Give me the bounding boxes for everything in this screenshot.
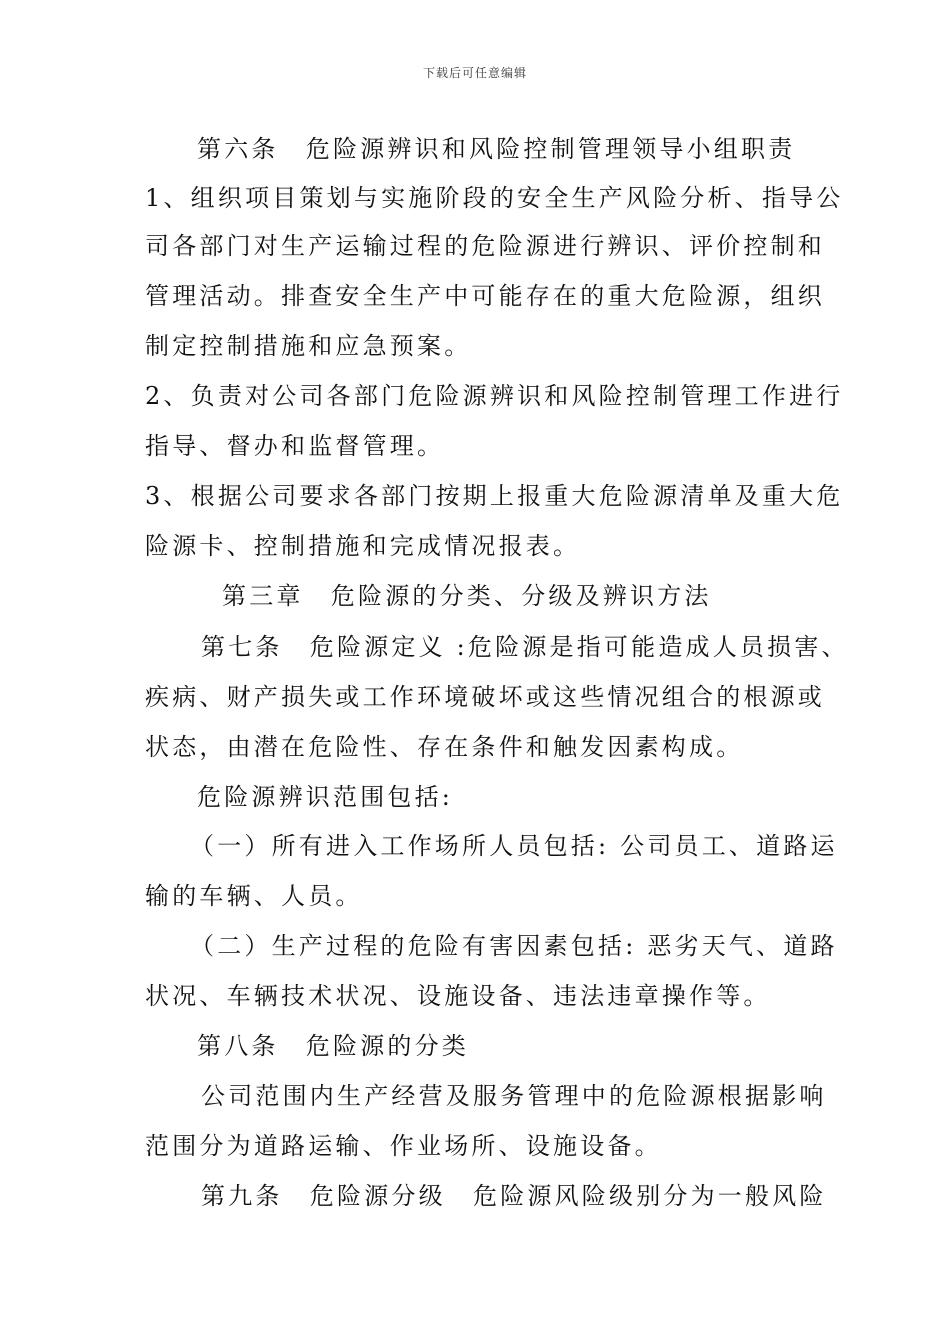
body-line: 危险源辨识范围包括: xyxy=(197,783,454,811)
article-8-title: 第八条 危险源的分类 xyxy=(197,1032,469,1060)
body-line: 公司范围内生产经营及服务管理中的危险源根据影响 xyxy=(201,1082,827,1110)
article-6-title: 第六条 危险源辨识和风险控制管理领导小组职责 xyxy=(197,135,796,163)
body-line: 状况、车辆技术状况、设施设备、违法违章操作等。 xyxy=(145,982,771,1010)
body-line: 范围分为道路运输、作业场所、设施设备。 xyxy=(145,1132,662,1160)
body-line: 指导、督办和监督管理。 xyxy=(145,432,445,460)
body-line: 疾病、财产损失或工作环境破坏或这些情况组合的根源或 xyxy=(145,683,825,711)
article-7-title: 第七条 危险源定义 :危险源是指可能造成人员损害、 xyxy=(201,633,849,661)
body-line: 1、组织项目策划与实施阶段的安全生产风险分析、指导公 xyxy=(145,184,844,212)
body-line: 输的车辆、人员。 xyxy=(145,882,363,910)
article-9-title: 第九条 危险源分级 危险源风险级别分为一般风险 xyxy=(201,1182,827,1210)
body-line: 司各部门对生产运输过程的危险源进行辨识、评价控制和 xyxy=(145,232,825,260)
body-line: （一）所有进入工作场所人员包括: 公司员工、道路运 xyxy=(190,832,838,860)
body-line: （二）生产过程的危险有害因素包括: 恶劣天气、道路 xyxy=(190,932,838,960)
body-line: 状态，由潜在危险性、存在条件和触发因素构成。 xyxy=(145,733,744,761)
chapter-3-title: 第三章 危险源的分类、分级及辨识方法 xyxy=(222,582,712,610)
body-line: 制定控制措施和应急预案。 xyxy=(145,332,472,360)
page-header: 下载后可任意编辑 xyxy=(422,66,527,80)
body-line: 3、根据公司要求各部门按期上报重大危险源清单及重大危 xyxy=(145,482,844,510)
body-line: 管理活动。排查安全生产中可能存在的重大危险源，组织 xyxy=(145,282,825,310)
body-line: 2、负责对公司各部门危险源辨识和风险控制管理工作进行 xyxy=(145,382,844,410)
body-line: 险源卡、控制措施和完成情况报表。 xyxy=(145,532,581,560)
